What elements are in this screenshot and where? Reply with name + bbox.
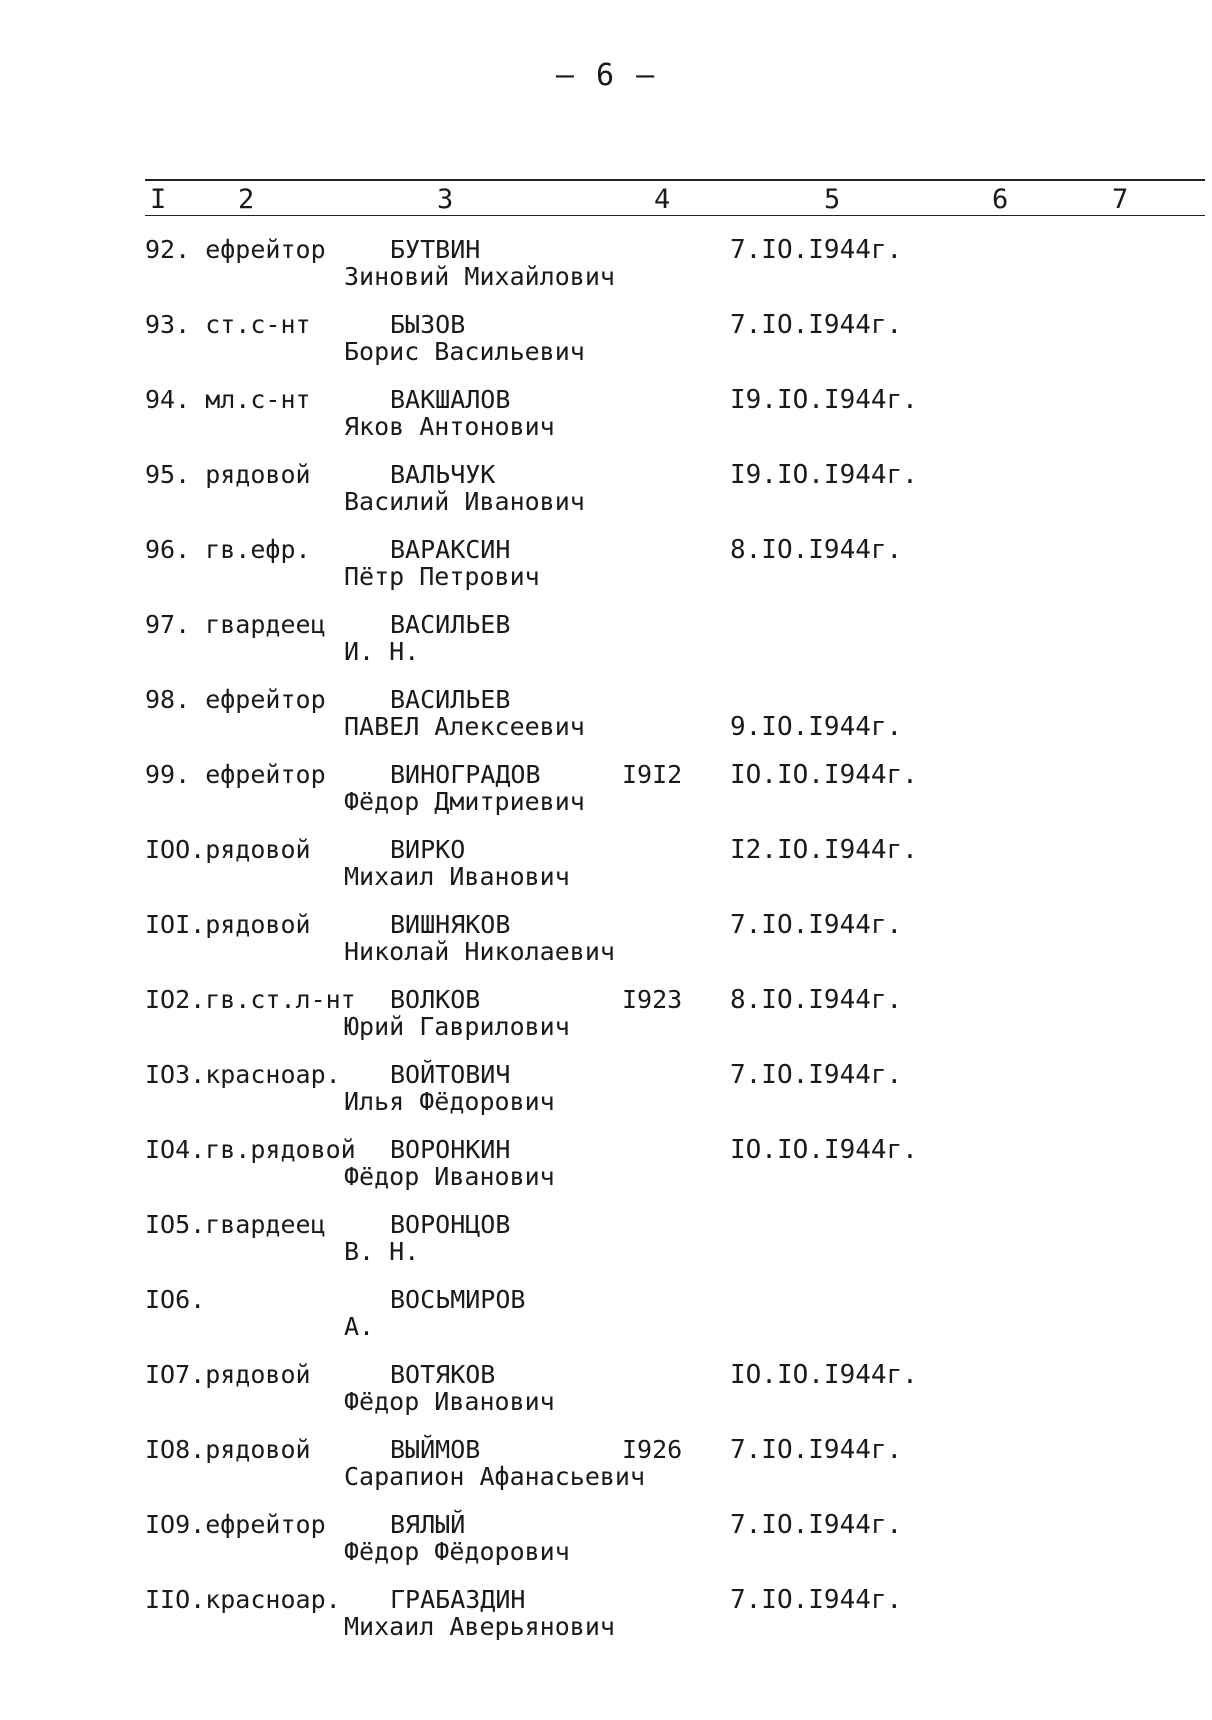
entry-date: 7.IO.I944г. — [730, 1510, 903, 1540]
table-row — [0, 386, 1212, 456]
table-row — [0, 611, 1212, 681]
entry-given-names: ПАВЕЛ Алексеевич — [344, 712, 585, 741]
table-row — [0, 986, 1212, 1056]
table-row — [0, 911, 1212, 981]
entry-surname: ВОСЬМИРОВ — [390, 1285, 526, 1314]
entry-number-rank: IO2.гв.ст.л-нт — [145, 985, 356, 1014]
entry-given-names: Сарапион Афанасьевич — [344, 1462, 646, 1491]
table-row — [0, 686, 1212, 756]
entry-number-rank: IO3.красноар. — [145, 1060, 341, 1089]
table-row — [0, 1286, 1212, 1356]
table-row — [0, 536, 1212, 606]
table-row — [0, 461, 1212, 531]
entry-surname: ВОЙТОВИЧ — [390, 1060, 511, 1089]
entry-given-names: Фёдор Фёдорович — [344, 1537, 570, 1566]
entry-number-rank: IO8.рядовой — [145, 1435, 311, 1464]
header-rule-bottom — [145, 215, 1205, 216]
entry-given-names: И. Н. — [344, 637, 420, 666]
entry-surname: ВАКШАЛОВ — [390, 385, 511, 414]
col-header-4: 4 — [654, 184, 671, 215]
col-header-7: 7 — [1112, 184, 1129, 215]
entry-date: IO.IO.I944г. — [730, 760, 918, 790]
entry-number-rank: IOO.рядовой — [145, 835, 311, 864]
entry-number-rank: 98. ефрейтор — [145, 685, 326, 714]
table-row — [0, 1436, 1212, 1506]
entry-date: I2.IO.I944г. — [730, 835, 918, 865]
entry-birth-year: I9I2 — [622, 760, 683, 789]
entry-date: 7.IO.I944г. — [730, 310, 903, 340]
entry-number-rank: 95. рядовой — [145, 460, 311, 489]
entry-given-names: Илья Фёдорович — [344, 1087, 555, 1116]
entry-surname: ВИШНЯКОВ — [390, 910, 511, 939]
entry-surname: ВОРОНЦОВ — [390, 1210, 511, 1239]
entry-number-rank: IO6. — [145, 1285, 206, 1314]
entry-given-names: Фёдор Дмитриевич — [344, 787, 585, 816]
col-header-6: 6 — [992, 184, 1009, 215]
table-row — [0, 1361, 1212, 1431]
table-row — [0, 836, 1212, 906]
table-row — [0, 1136, 1212, 1206]
table-row — [0, 236, 1212, 306]
entry-surname: ВИРКО — [390, 835, 466, 864]
entry-number-rank: 96. гв.ефр. — [145, 535, 311, 564]
entry-surname: ВАСИЛЬЕВ — [390, 685, 511, 714]
entry-date: 7.IO.I944г. — [730, 1585, 903, 1615]
entry-surname: ВЫЙМОВ — [390, 1435, 481, 1464]
entry-number-rank: 97. гвардеец — [145, 610, 326, 639]
entry-given-names: Юрий Гаврилович — [344, 1012, 570, 1041]
entry-date: IO.IO.I944г. — [730, 1135, 918, 1165]
col-header-2: 2 — [238, 184, 255, 215]
header-rule-top — [145, 179, 1205, 181]
entry-date: 8.IO.I944г. — [730, 535, 903, 565]
col-header-5: 5 — [824, 184, 841, 215]
col-header-3: 3 — [437, 184, 454, 215]
entry-surname: БУТВИН — [390, 235, 481, 264]
entry-surname: ВАЛЬЧУК — [390, 460, 496, 489]
entry-given-names: В. Н. — [344, 1237, 420, 1266]
entry-surname: ВОТЯКОВ — [390, 1360, 496, 1389]
entry-number-rank: IO5.гвардеец — [145, 1210, 326, 1239]
entry-birth-year: I926 — [622, 1435, 683, 1464]
entry-given-names: Фёдор Иванович — [344, 1162, 555, 1191]
entry-given-names: Зиновий Михайлович — [344, 262, 615, 291]
table-row — [0, 1061, 1212, 1131]
entry-number-rank: 93. ст.с-нт — [145, 310, 311, 339]
entry-number-rank: IO9.ефрейтор — [145, 1510, 326, 1539]
entry-given-names: Михаил Иванович — [344, 862, 570, 891]
entry-date: 7.IO.I944г. — [730, 1435, 903, 1465]
entry-date: I9.IO.I944г. — [730, 385, 918, 415]
page-number: – 6 – — [555, 58, 657, 93]
entry-date: 7.IO.I944г. — [730, 235, 903, 265]
entry-given-names: Михаил Аверьянович — [344, 1612, 615, 1641]
table-row — [0, 1511, 1212, 1581]
entry-number-rank: 94. мл.с-нт — [145, 385, 311, 414]
entry-given-names: А. — [344, 1312, 375, 1341]
entry-given-names: Пётр Петрович — [344, 562, 540, 591]
entry-surname: ВАРАКСИН — [390, 535, 511, 564]
entry-surname: ВИНОГРАДОВ — [390, 760, 541, 789]
table-row — [0, 311, 1212, 381]
entry-given-names: Фёдор Иванович — [344, 1387, 555, 1416]
col-header-1: I — [150, 184, 167, 215]
table-row — [0, 1211, 1212, 1281]
entry-given-names: Борис Васильевич — [344, 337, 585, 366]
entry-given-names: Николай Николаевич — [344, 937, 615, 966]
table-row — [0, 761, 1212, 831]
entry-number-rank: IOI.рядовой — [145, 910, 311, 939]
entry-number-rank: IIO.красноар. — [145, 1585, 341, 1614]
entry-date: 7.IO.I944г. — [730, 1060, 903, 1090]
entry-given-names: Василий Иванович — [344, 487, 585, 516]
entry-number-rank: 99. ефрейтор — [145, 760, 326, 789]
entry-birth-year: I923 — [622, 985, 683, 1014]
entry-surname: ВОЛКОВ — [390, 985, 481, 1014]
entry-date: 7.IO.I944г. — [730, 910, 903, 940]
entry-surname: БЫЗОВ — [390, 310, 466, 339]
entry-surname: ВОРОНКИН — [390, 1135, 511, 1164]
entry-number-rank: IO4.гв.рядовой — [145, 1135, 356, 1164]
table-row — [0, 1586, 1212, 1656]
entry-surname: ГРАБАЗДИН — [390, 1585, 526, 1614]
entry-date: 8.IO.I944г. — [730, 985, 903, 1015]
entry-number-rank: 92. ефрейтор — [145, 235, 326, 264]
entry-surname: ВАСИЛЬЕВ — [390, 610, 511, 639]
entry-number-rank: IO7.рядовой — [145, 1360, 311, 1389]
entry-date: I9.IO.I944г. — [730, 460, 918, 490]
entry-date: 9.IO.I944г. — [730, 712, 903, 742]
entry-date: IO.IO.I944г. — [730, 1360, 918, 1390]
entry-given-names: Яков Антонович — [344, 412, 555, 441]
entry-surname: ВЯЛЫЙ — [390, 1510, 466, 1539]
